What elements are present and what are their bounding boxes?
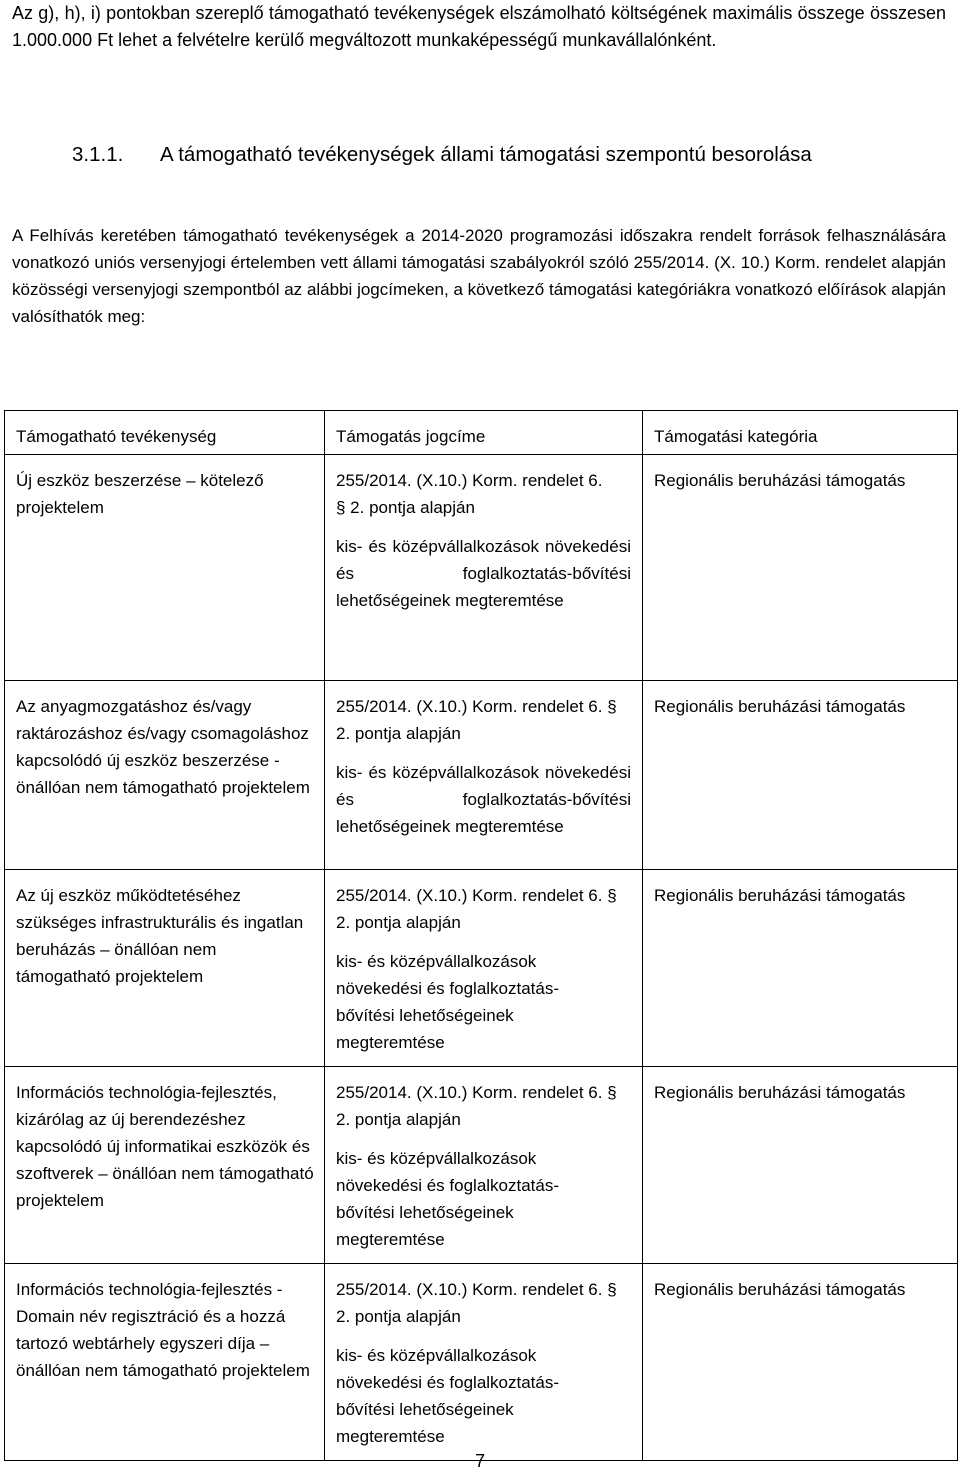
legal-basis-text: 255/2014. (X.10.) Korm. rendelet 6. § 2. pontja alapján: [336, 471, 603, 517]
section-title: A támogatható tevékenységek állami támogatási szempontú besorolása: [160, 143, 812, 166]
legal-detail-text: kis- és középvállalkozások növekedési és foglalkoztatás-bővítési lehetőségeinek megteremtése: [336, 537, 631, 610]
legal-basis-text: 255/2014. (X.10.) Korm. rendelet 6. § 2. pontja alapján: [336, 697, 617, 743]
category-cell: Regionális beruházási támogatás: [643, 1067, 958, 1264]
support-categories-table: [4, 410, 958, 1461]
intro-paragraph: A Felhívás keretében támogatható tevékenységek a 2014-2020 programozási időszakra rendelt források felhasználására vonatkozó uniós versenyjogi értelemben vett állami támogatási szabályokról szóló 255/2014. (X. 10.) Korm. rendelet alapján közösségi versenyjogi szempontból az alábbi jogcímeken, a következő támogatási kategóriákra vonatkozó előírások alapján valósíthatók meg:: [12, 226, 946, 326]
top-paragraph: Az g), h), i) pontokban szereplő támogatható tevékenységek elszámolható költségének maximális összege összesen 1.000.000 Ft lehet a felvételre kerülő megváltozott munkaképességű munkavállalónként.: [12, 3, 946, 50]
legal-basis-cell: [325, 455, 643, 681]
header-activity: Támogatható tevékenység: [5, 411, 325, 455]
category-cell: Regionális beruházási támogatás: [643, 681, 958, 870]
table-row: [5, 1264, 958, 1461]
header-category: Támogatási kategória: [643, 411, 958, 455]
section-heading: [72, 141, 952, 169]
category-cell: Regionális beruházási támogatás: [643, 1264, 958, 1461]
activity-cell: Új eszköz beszerzése – kötelező projektelem: [5, 455, 325, 681]
category-cell: Regionális beruházási támogatás: [643, 455, 958, 681]
table-header-row: [5, 411, 958, 455]
legal-basis-cell: [325, 681, 643, 870]
section-number: 3.1.1.: [72, 143, 124, 166]
legal-detail-text: kis- és középvállalkozások növekedési és foglalkoztatás-bővítési lehetőségeinek megteremtése: [336, 763, 631, 836]
activity-cell: Az új eszköz működtetéséhez szükséges infrastrukturális és ingatlan beruházás – önállóan nem támogatható projektelem: [5, 870, 325, 1067]
legal-basis-text: 255/2014. (X.10.) Korm. rendelet 6. § 2. pontja alapján: [336, 886, 617, 932]
activity-cell: Információs technológia-fejlesztés - Domain név regisztráció és a hozzá tartozó webtárhely egyszeri díja – önállóan nem támogatható projektelem: [5, 1264, 325, 1461]
header-legal-basis: Támogatás jogcíme: [325, 411, 643, 455]
legal-detail-text: kis- és középvállalkozások növekedési és foglalkoztatás-bővítési lehetőségeinek megteremtése: [336, 952, 560, 1052]
legal-basis-cell: [325, 1067, 643, 1264]
table-row: [5, 455, 958, 681]
legal-detail-text: kis- és középvállalkozások növekedési és foglalkoztatás-bővítési lehetőségeinek megteremtése: [336, 1346, 560, 1446]
legal-basis-text: 255/2014. (X.10.) Korm. rendelet 6. § 2. pontja alapján: [336, 1083, 617, 1129]
page-number: 7: [474, 1451, 485, 1471]
table-row: [5, 870, 958, 1067]
table-row: [5, 1067, 958, 1264]
legal-detail-text: kis- és középvállalkozások növekedési és foglalkoztatás-bővítési lehetőségeinek megteremtése: [336, 1149, 560, 1249]
legal-basis-text: 255/2014. (X.10.) Korm. rendelet 6. § 2. pontja alapján: [336, 1280, 617, 1326]
legal-basis-cell: [325, 870, 643, 1067]
activity-cell: Az anyagmozgatáshoz és/vagy raktározáshoz és/vagy csomagoláshoz kapcsolódó új eszköz beszerzése - önállóan nem támogatható projektelem: [5, 681, 325, 870]
activity-cell: Információs technológia-fejlesztés, kizárólag az új berendezéshez kapcsolódó új informatikai eszközök és szoftverek – önállóan nem támogatható projektelem: [5, 1067, 325, 1264]
category-cell: Regionális beruházási támogatás: [643, 870, 958, 1067]
table-row: [5, 681, 958, 870]
legal-basis-cell: [325, 1264, 643, 1461]
